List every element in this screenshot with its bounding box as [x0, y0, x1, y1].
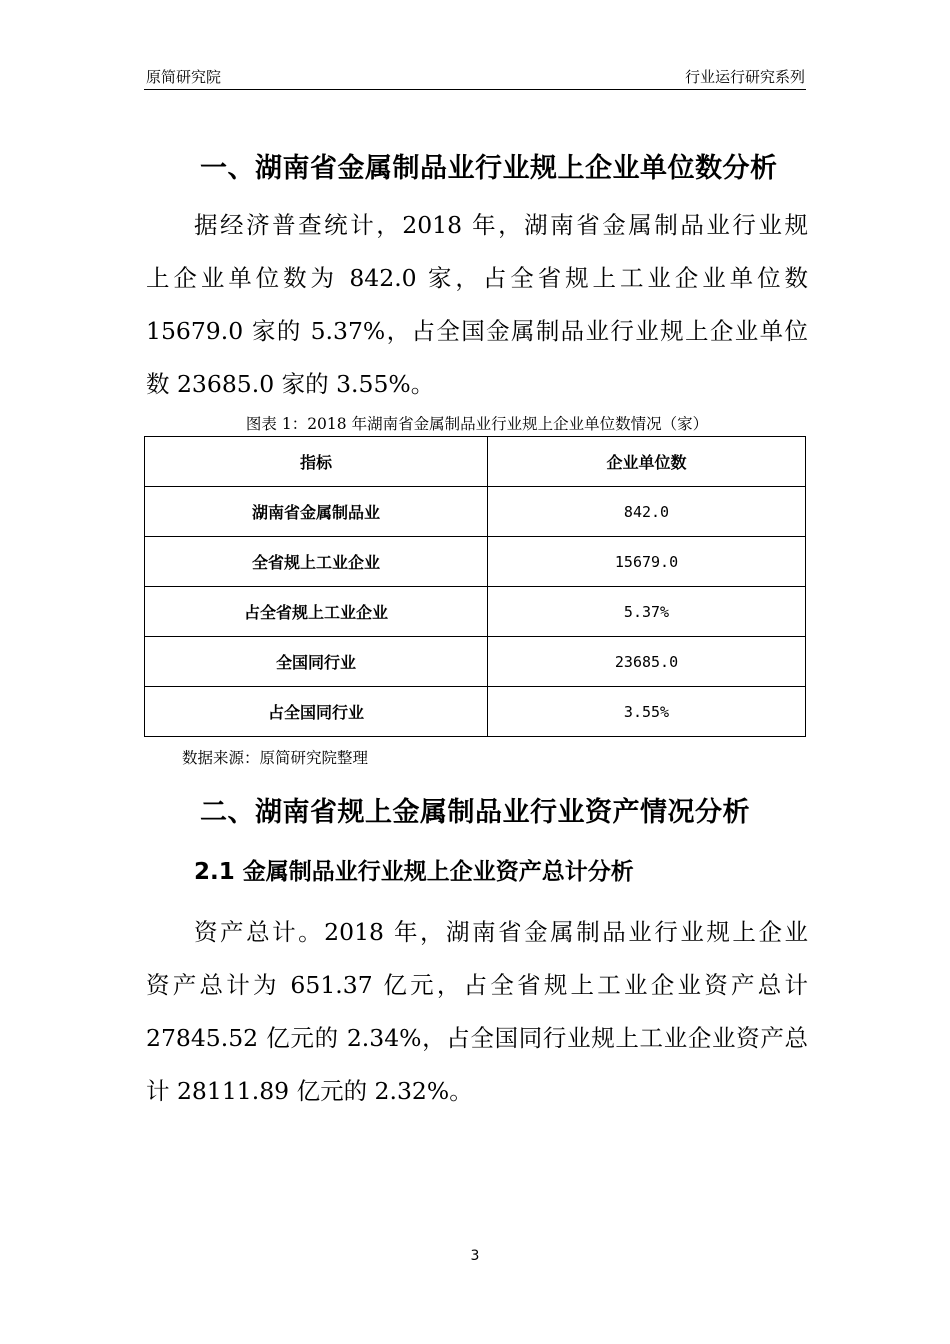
row-label: 全省规上工业企业	[145, 537, 488, 587]
paragraph-line: 计 28111.89 亿元的 2.32%。	[146, 1077, 473, 1105]
paragraph-line: 资产总计为 651.37 亿元，占全省规上工业企业资产总计	[146, 971, 808, 999]
page-number: 3	[470, 1248, 480, 1264]
paragraph-line: 资产总计。2018 年，湖南省金属制品业行业规上企业	[194, 918, 808, 946]
row-label: 占全国同行业	[145, 687, 488, 737]
paragraph-line: 据经济普查统计，2018 年，湖南省金属制品业行业规	[194, 211, 808, 239]
paragraph-line: 上企业单位数为 842.0 家，占全省规上工业企业单位数	[146, 264, 808, 292]
enterprise-count-table	[144, 436, 806, 737]
section1-paragraph	[146, 199, 808, 411]
table-source-note: 数据来源：原简研究院整理	[182, 749, 369, 767]
row-label: 湖南省金属制品业	[145, 487, 488, 537]
section2-title: 二、湖南省规上金属制品业行业资产情况分析	[200, 797, 750, 828]
table-row	[145, 487, 806, 537]
table-caption: 图表 1：2018 年湖南省金属制品业行业规上企业单位数情况（家）	[245, 415, 709, 433]
table-row	[145, 687, 806, 737]
table-row	[145, 587, 806, 637]
paragraph-line: 15679.0 家的 5.37%，占全国金属制品业行业规上企业单位	[146, 317, 808, 345]
table-row	[145, 637, 806, 687]
row-value: 15679.0	[488, 537, 806, 587]
row-value: 23685.0	[488, 637, 806, 687]
column-header-indicator: 指标	[145, 437, 488, 487]
section1-title: 一、湖南省金属制品业行业规上企业单位数分析	[200, 153, 778, 184]
header-series-name: 行业运行研究系列	[684, 68, 805, 86]
row-value: 3.55%	[488, 687, 806, 737]
section2-paragraph	[146, 906, 808, 1118]
row-value: 5.37%	[488, 587, 806, 637]
header-org-name: 原简研究院	[146, 68, 222, 86]
row-label: 占全省规上工业企业	[145, 587, 488, 637]
header-divider	[144, 89, 806, 90]
table-row	[145, 537, 806, 587]
paragraph-line: 数 23685.0 家的 3.55%。	[146, 370, 435, 398]
table-header-row	[145, 437, 806, 487]
paragraph-line: 27845.52 亿元的 2.34%，占全国同行业规上工业企业资产总	[146, 1024, 808, 1052]
row-label: 全国同行业	[145, 637, 488, 687]
column-header-count: 企业单位数	[488, 437, 806, 487]
section2-subtitle: 2.1 金属制品业行业规上企业资产总计分析	[194, 859, 634, 885]
row-value: 842.0	[488, 487, 806, 537]
